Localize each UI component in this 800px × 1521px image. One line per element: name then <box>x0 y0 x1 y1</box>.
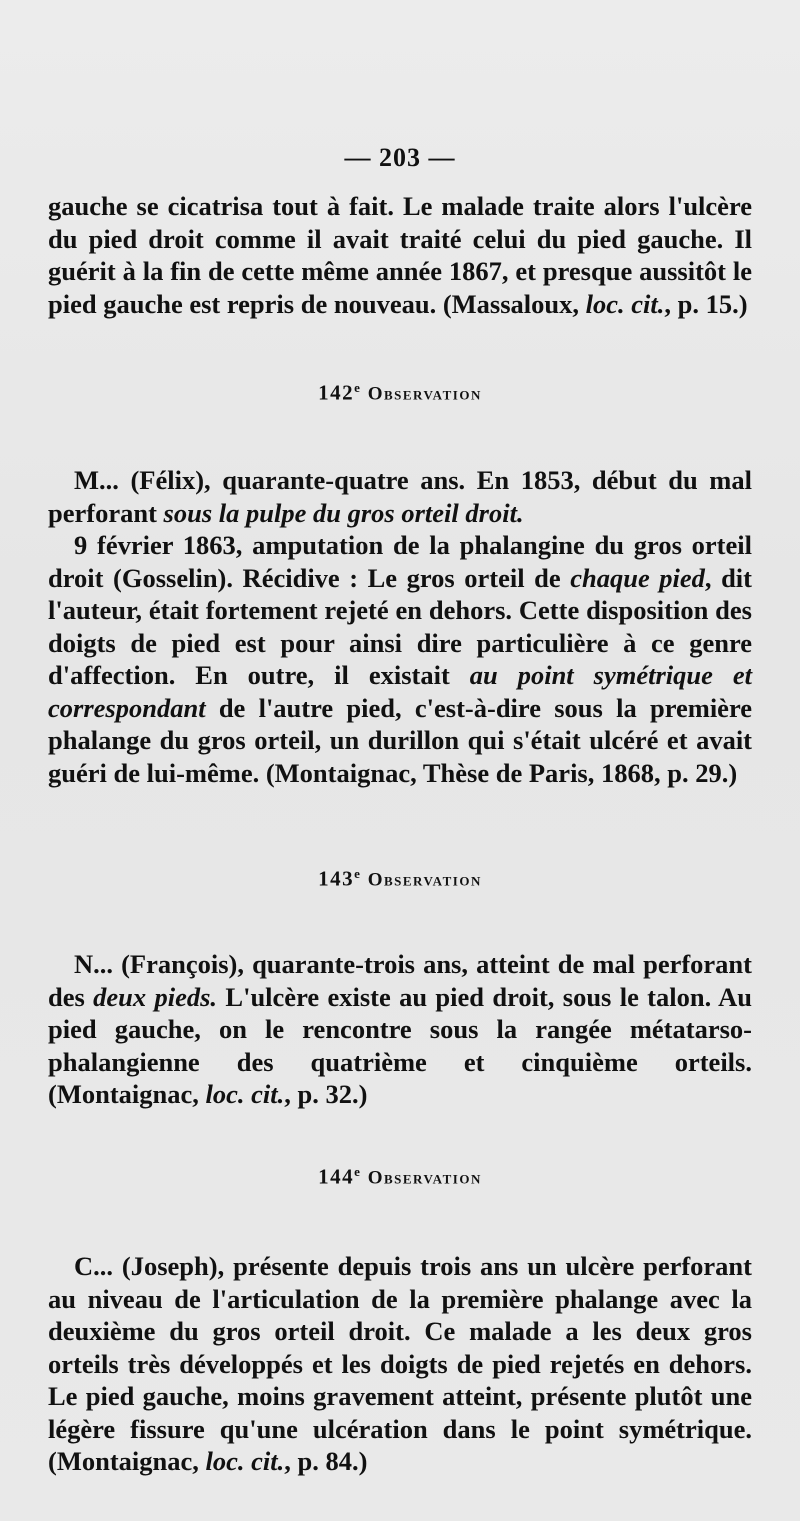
observation-143-paragraph: N... (François), quarante-trois ans, atteint de mal perforant des deux pieds. L'ulcère existe au pied droit, sous le talon. Au pied gauche, on le rencontre sous la rangée métatarso-phalangienne des quatrième et cinquième orteils. (Montaignac, loc. cit., p. 32.) <box>48 949 752 1109</box>
paragraph-text: gauche se cicatrisa tout à fait. Le malade traite alors l'ulcère du pied droit comme il avait traité celui du pied gauche. Il guérit à la fin de cette même année 1867, et presque aussitôt le pied gauche est repris de nouveau. (Massaloux, loc. cit., p. 15.) <box>48 191 752 319</box>
page-number: — 203 — <box>344 143 456 172</box>
observation-143-body <box>48 948 752 1111</box>
observation-144-body <box>48 1250 752 1478</box>
observation-144-paragraph: C... (Joseph), présente depuis trois ans un ulcère perforant au niveau de l'articulation de la première phalange avec la deuxième du gros orteil droit. Ce malade a les deux gros orteils très développés et les doigts de pied rejetés en dehors. Le pied gauche, moins gravement atteint, présente plutôt une légère fissure qu'une ulcération dans le point symétrique. (Montaignac, loc. cit., p. 84.) <box>48 1251 752 1476</box>
citation-italic: loc. cit. <box>585 288 665 319</box>
observation-heading-142: 142e Observation <box>318 380 482 405</box>
observation-heading-143: 143e Observation <box>318 866 482 891</box>
paragraph-continuation <box>48 190 752 320</box>
observation-142-paragraph-2: 9 février 1863, amputation de la phalangine du gros orteil droit (Gosselin). Récidive : Le gros orteil de chaque pied, dit l'auteur, était fortement rejeté en dehors. Cette disposition des doigts de pied est pour ainsi dire particulière à ce genre d'affection. En outre, il existait au point symétrique et correspondant de l'autre pied, c'est-à-dire sous la première phalange du gros orteil, un durillon qui s'était ulcéré et avait guéri de lui-même. (Montaignac, Thèse de Paris, 1868, p. 29.) <box>48 530 752 788</box>
observation-142-body <box>48 464 752 789</box>
observation-142-paragraph-1: M... (Félix), quarante-quatre ans. En 1853, début du mal perforant sous la pulpe du gros orteil droit. <box>48 465 752 528</box>
observation-heading-144: 144e Observation <box>318 1164 482 1189</box>
